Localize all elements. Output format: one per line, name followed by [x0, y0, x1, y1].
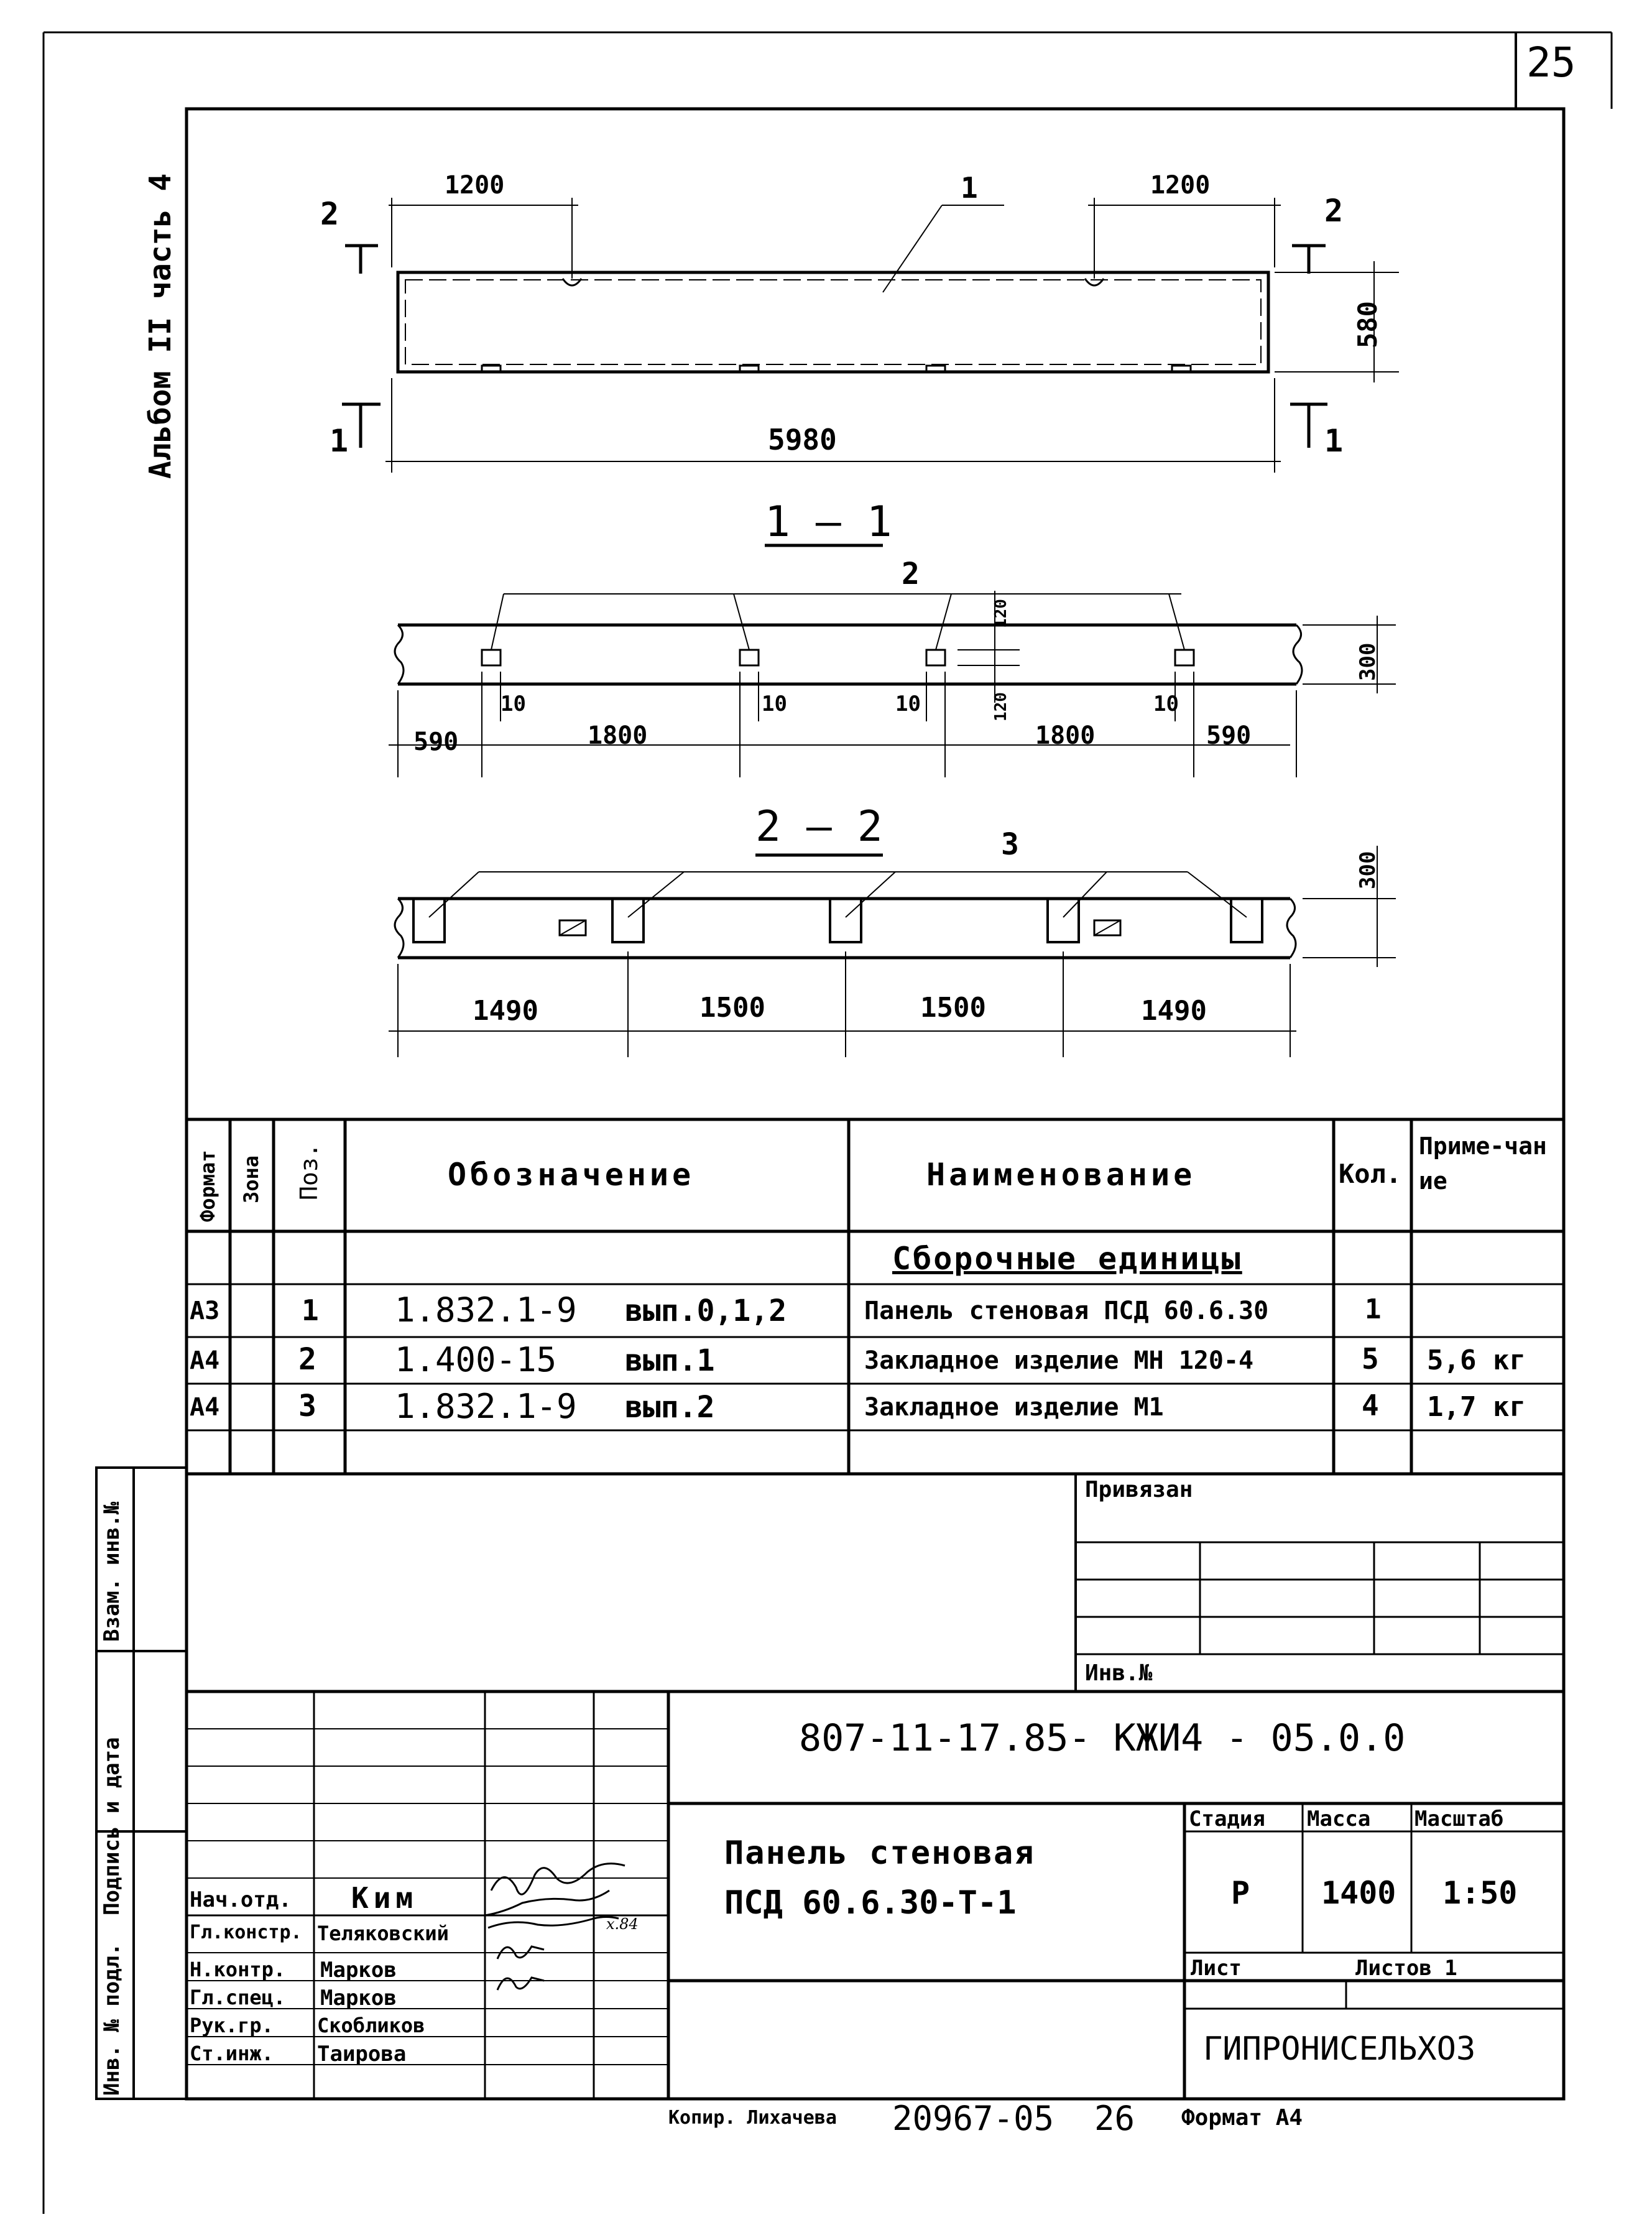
sig-role-3: Н.контр. [190, 1958, 286, 1981]
sheet-number: 25 [1526, 39, 1576, 86]
plan-section2-left: 2 [320, 196, 339, 232]
footer-number: 20967-05 [892, 2099, 1054, 2138]
mass-label: Масса [1307, 1807, 1371, 1831]
plan-callout-1: 1 [961, 171, 978, 205]
section-1-dim-120-top: 120 [992, 599, 1010, 628]
row2-format: А4 [190, 1346, 220, 1375]
album-side-label: Альбом II часть 4 [143, 173, 178, 479]
section-2-dim-1490-left: 1490 [473, 995, 538, 1027]
sig-role-2: Гл.констр. [190, 1922, 302, 1943]
stamp-zam-inv: Взам. инв.№ [99, 1501, 124, 1642]
section-1-dim-10-c: 10 [895, 692, 921, 716]
sig-name-5: Скобликов [317, 2014, 425, 2037]
section-1-dim-1800-left: 1800 [588, 721, 648, 750]
sig-name-4: Марков [320, 1986, 397, 2011]
plan-section1-left: 1 [330, 423, 349, 459]
row3-pos: 3 [298, 1389, 316, 1423]
row2-issue: вып.1 [625, 1343, 715, 1378]
section-1-dim-590-right: 590 [1206, 721, 1252, 750]
scale-value: 1:50 [1442, 1875, 1518, 1911]
title-line-2: ПСД 60.6.30-Т-1 [724, 1884, 1017, 1922]
signature-scribbles [485, 1864, 625, 1990]
row2-note: 5,6 кг [1427, 1344, 1526, 1376]
section-1-dim-590-left: 590 [413, 728, 459, 756]
row3-designation: 1.832.1-9 [395, 1387, 577, 1426]
scale-label: Масштаб [1414, 1807, 1504, 1831]
spec-header-format: Формат [196, 1150, 219, 1222]
stamp-inv-podl: Инв. № подл. [99, 1943, 124, 2096]
row1-qty: 1 [1365, 1294, 1382, 1325]
row1-format: А3 [190, 1297, 220, 1325]
plan-dim-left-top: 1200 [445, 171, 505, 200]
section-2-dim-1500-b: 1500 [920, 992, 986, 1024]
row2-qty: 5 [1362, 1342, 1379, 1376]
row2-designation: 1.400-15 [395, 1340, 557, 1379]
row3-qty: 4 [1362, 1389, 1379, 1422]
spec-header-designation: Обозначение [448, 1157, 695, 1193]
sig-role-1: Нач.отд. [190, 1887, 292, 1912]
spec-section-title: Сборочные единицы [892, 1241, 1242, 1277]
sig-name-6: Таирова [317, 2042, 407, 2066]
spec-header-note: Приме-чание [1419, 1132, 1547, 1195]
section-1-dim-10-b: 10 [762, 692, 787, 716]
section-2-dim-1490-right: 1490 [1141, 995, 1207, 1027]
section-2-callout-3: 3 [1001, 827, 1019, 862]
section-1-dim-10-d: 10 [1153, 692, 1179, 716]
section-1-title: 1 – 1 [765, 498, 892, 547]
plan-dim-height: 580 [1352, 301, 1383, 348]
row3-format: А4 [190, 1393, 220, 1422]
binding-box-grid [1076, 1474, 1564, 1692]
sig-role-4: Гл.спец. [190, 1986, 286, 2009]
spec-header-qty: Кол. [1339, 1159, 1402, 1189]
section-1-dim-height: 300 [1355, 642, 1380, 681]
sig-name-3: Марков [320, 1958, 397, 1983]
footer-format: Формат А4 [1181, 2105, 1303, 2131]
stamp-signature-date: Подпись и дата [99, 1737, 124, 1915]
binding-privyazan: Привязан [1085, 1477, 1193, 1502]
section-2-dim-1500-a: 1500 [699, 992, 765, 1024]
footer-page: 26 [1094, 2099, 1135, 2138]
sheet-label: Лист [1191, 1956, 1242, 1981]
row2-pos: 2 [298, 1342, 316, 1377]
spec-header-pos: Поз. [295, 1143, 323, 1200]
footer-copied: Копир. Лихачева [668, 2107, 837, 2129]
organization-name: ГИПРОНИСЕЛЬХОЗ [1203, 2030, 1476, 2068]
mass-value: 1400 [1321, 1875, 1396, 1911]
sig-role-5: Рук.гр. [190, 2014, 274, 2037]
sig-name-1: Ким [351, 1881, 418, 1915]
document-code: 807-11-17.85- КЖИ4 - 05.0.0 [799, 1716, 1406, 1760]
plan-section1-right: 1 [1324, 423, 1344, 459]
section-1-dim-120-bottom: 120 [992, 692, 1010, 721]
section-2-dim-height: 300 [1355, 851, 1380, 889]
plan-view [342, 198, 1399, 473]
row1-name: Панель стеновая ПСД 60.6.30 [864, 1297, 1269, 1325]
section-2-title: 2 – 2 [755, 802, 883, 851]
row1-designation: 1.832.1-9 [395, 1290, 577, 1330]
sig-role-6: Ст.инж. [190, 2042, 274, 2065]
row3-issue: вып.2 [625, 1390, 715, 1425]
row1-issue: вып.0,1,2 [625, 1294, 787, 1328]
section-1-dim-10-a: 10 [501, 692, 526, 716]
plan-section2-right: 2 [1324, 193, 1344, 229]
sheets-count: Листов 1 [1355, 1956, 1457, 1981]
section-1-dim-1800-right: 1800 [1035, 721, 1096, 750]
stage-value: Р [1231, 1875, 1250, 1911]
title-line-1: Панель стеновая [724, 1835, 1035, 1872]
row3-note: 1,7 кг [1427, 1391, 1526, 1423]
sig-date-2: х.84 [606, 1915, 639, 1933]
plan-dim-right-top: 1200 [1150, 171, 1211, 200]
stage-label: Стадия [1189, 1807, 1265, 1831]
row3-name: Закладное изделие М1 [864, 1393, 1164, 1422]
section-1-callout-2: 2 [902, 557, 920, 591]
row2-name: Закладное изделие МН 120-4 [864, 1346, 1254, 1375]
binding-inv-no: Инв.№ [1085, 1660, 1153, 1686]
plan-dim-length: 5980 [768, 423, 837, 456]
row1-pos: 1 [302, 1294, 319, 1327]
section-2-2-view [389, 846, 1396, 1057]
sig-name-2: Теляковский [317, 1922, 449, 1945]
spec-header-name: Наименование [926, 1157, 1196, 1193]
spec-header-zone: Зона [239, 1155, 263, 1203]
